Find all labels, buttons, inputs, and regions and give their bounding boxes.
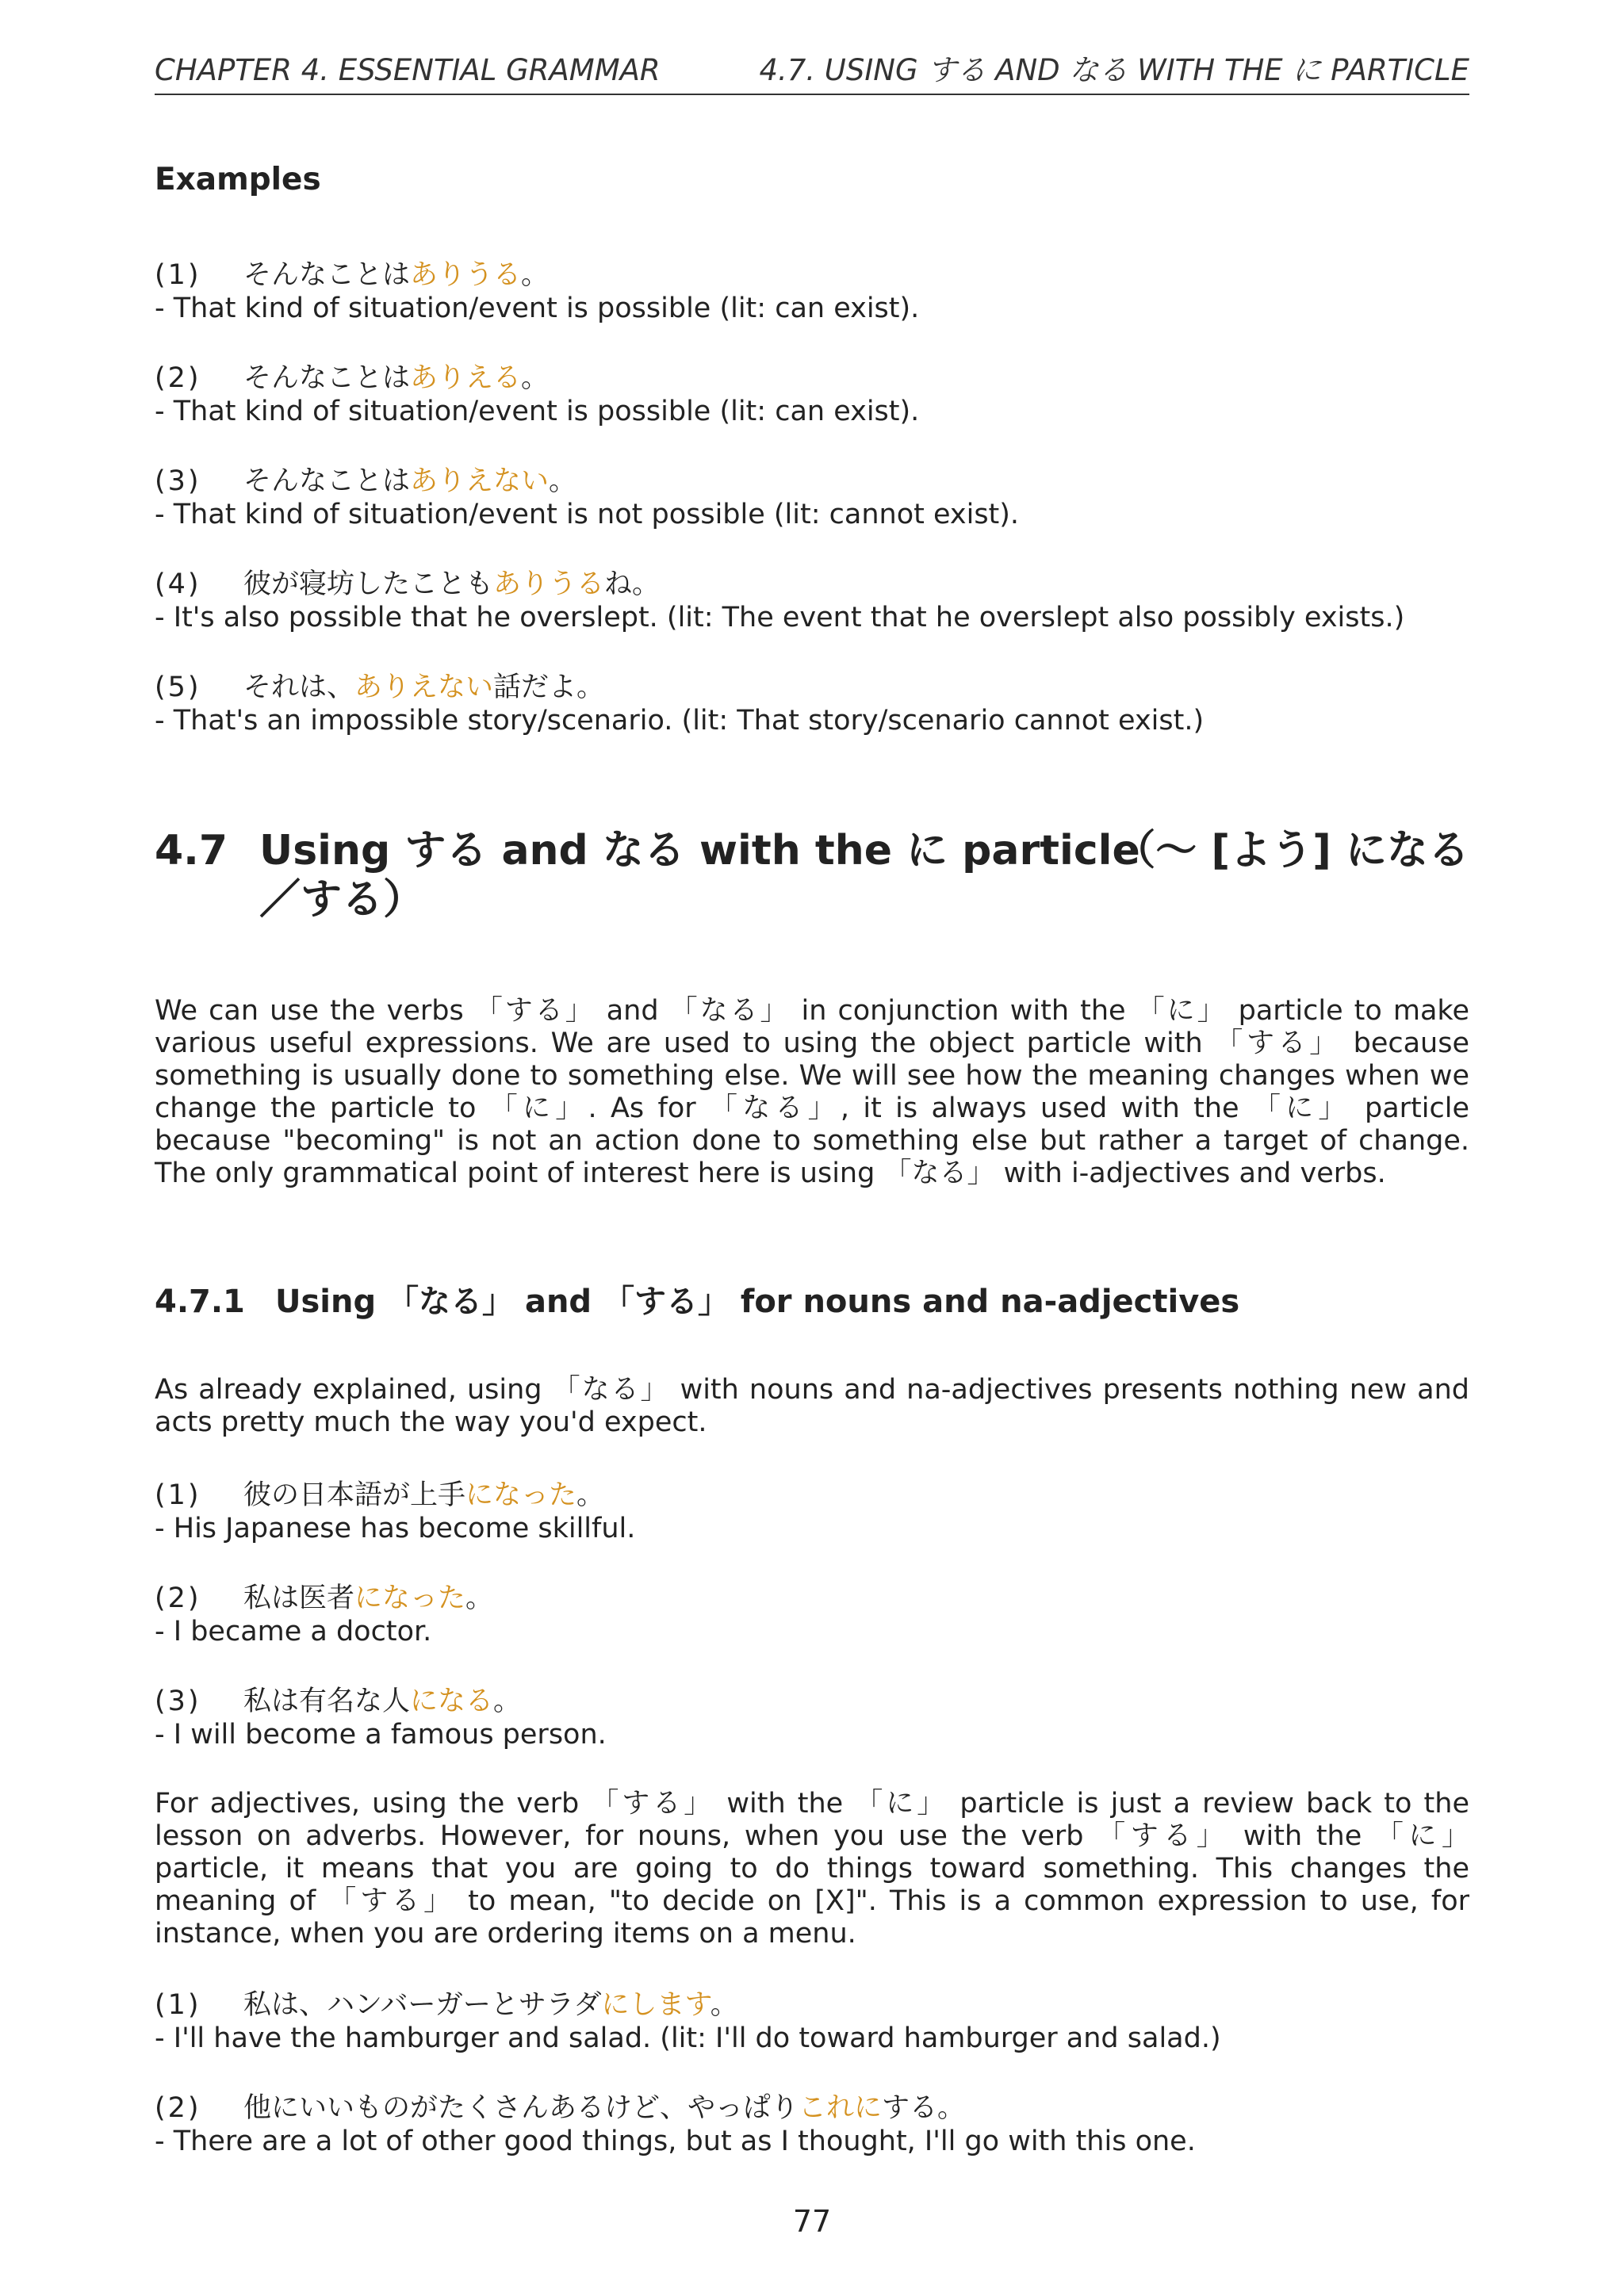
section-number: 4.7 bbox=[155, 827, 228, 874]
example-translation: - I'll have the hamburger and salad. (lit: I'll do toward hamburger and salad.) bbox=[155, 2022, 1221, 2054]
example-translation: - That's an impossible story/scenario. (lit: That story/scenario cannot exist.) bbox=[155, 705, 1205, 737]
example-highlight: ありえない bbox=[410, 465, 550, 497]
example-number: (4) bbox=[155, 568, 201, 600]
example-a-3 bbox=[155, 465, 1019, 531]
example-japanese bbox=[155, 362, 919, 395]
example-b-3 bbox=[155, 1685, 607, 1751]
example-text-end: 。 bbox=[465, 1582, 494, 1614]
example-highlight: にします bbox=[601, 1989, 710, 2021]
example-japanese bbox=[155, 1685, 607, 1718]
example-translation: - That kind of situation/event is possible (lit: can exist). bbox=[155, 396, 920, 427]
header-chapter: CHAPTER 4. ESSENTIAL GRAMMAR bbox=[155, 53, 661, 87]
example-text-end: 。 bbox=[710, 1989, 738, 2021]
example-text: 私は、ハンバーガーとサラダ bbox=[243, 1989, 602, 2021]
example-text: そんなことは bbox=[243, 362, 411, 394]
example-text-end: 。 bbox=[549, 465, 577, 497]
example-b-1 bbox=[155, 1479, 635, 1545]
example-a-4 bbox=[155, 568, 1404, 634]
example-text-end: する。 bbox=[882, 2092, 966, 2124]
example-a-1 bbox=[155, 258, 919, 325]
example-japanese bbox=[155, 1479, 635, 1512]
example-japanese bbox=[155, 568, 1404, 601]
example-number: (3) bbox=[155, 1686, 201, 1717]
example-translation: - I will become a famous person. bbox=[155, 1719, 607, 1751]
example-japanese bbox=[155, 258, 919, 292]
example-japanese bbox=[155, 1582, 493, 1615]
subsection-title-text: Using 「なる」 and 「する」 for nouns and na-adjectives bbox=[275, 1284, 1240, 1320]
example-text: そんなことは bbox=[243, 259, 411, 291]
example-number: (2) bbox=[155, 362, 201, 394]
example-text: 私は医者 bbox=[243, 1582, 355, 1614]
example-highlight: ありうる bbox=[493, 568, 605, 600]
example-text-end: ね。 bbox=[604, 568, 661, 600]
example-translation: - There are a lot of other good things, but as I thought, I'll go with this one. bbox=[155, 2126, 1196, 2157]
example-number: (3) bbox=[155, 465, 201, 497]
example-number: (2) bbox=[155, 1582, 201, 1614]
example-text-end: 。 bbox=[576, 1479, 605, 1511]
example-text: 私は有名な人 bbox=[243, 1686, 411, 1717]
subsection-paragraph: As already explained, using 「なる」 with nouns and na-adjectives presents nothing new and acts pretty much the way you'd expect. bbox=[155, 1374, 1469, 1438]
example-c-2 bbox=[155, 2091, 1196, 2158]
example-japanese bbox=[155, 671, 1204, 704]
examples-heading: Examples bbox=[155, 162, 321, 197]
example-highlight: ありえる bbox=[410, 362, 522, 394]
example-translation: - It's also possible that he overslept. (lit: The event that he overslept also possibly exists.) bbox=[155, 602, 1405, 633]
adjectives-paragraph: For adjectives, using the verb 「する」 with the 「に」 particle is just a review back to the lesson on adverbs. However, for nouns, when you use the verb 「する」 with the 「に」 particle, it means that you are going to do things toward something. This changes the meaning of 「する」 to mean, "to decide on [X]". This is a common expression to use, for instance, when you are ordering items on a menu. bbox=[155, 1788, 1469, 1950]
intro-paragraph: We can use the verbs 「する」 and 「なる」 in conjunction with the 「に」 particle to make various useful expressions. We are used to using the object particle with 「する」 because something is usually done to something else. We will see how the meaning changes when we change the particle to 「に」. As for 「なる」, it is always used with the 「に」 particle because "becoming" is not an action done to something else but rather a target of change. The only grammatical point of interest here is using 「なる」 with i-adjectives and verbs. bbox=[155, 995, 1469, 1189]
section-title bbox=[155, 826, 1469, 924]
example-number: (5) bbox=[155, 672, 201, 703]
example-number: (1) bbox=[155, 1989, 201, 2021]
example-translation: - I became a doctor. bbox=[155, 1616, 432, 1647]
example-text: 彼の日本語が上手 bbox=[243, 1479, 466, 1511]
example-japanese bbox=[155, 1988, 1221, 2022]
subsection-title bbox=[155, 1276, 1239, 1322]
example-text: そんなことは bbox=[243, 465, 411, 497]
section-title-suffix: （～ [よう] になる bbox=[1114, 827, 1469, 874]
example-b-2 bbox=[155, 1582, 493, 1648]
example-number: (1) bbox=[155, 1479, 201, 1511]
example-highlight: ありうる bbox=[410, 259, 522, 291]
example-highlight: ありえない bbox=[354, 672, 494, 703]
example-translation: - His Japanese has become skillful. bbox=[155, 1513, 636, 1544]
example-text-end: 。 bbox=[521, 259, 550, 291]
example-japanese bbox=[155, 2091, 1196, 2125]
example-text: 他にいいものがたくさんあるけど、やっぱり bbox=[243, 2092, 799, 2124]
example-text-end: 話だよ。 bbox=[493, 672, 605, 703]
running-header bbox=[155, 51, 1469, 95]
page-number: 77 bbox=[792, 2204, 832, 2239]
example-number: (1) bbox=[155, 259, 201, 291]
example-text: 彼が寝坊したことも bbox=[243, 568, 494, 600]
section-title-text: Using する and なる with the に particle bbox=[259, 827, 1140, 874]
example-c-1 bbox=[155, 1988, 1221, 2055]
example-highlight: になった bbox=[354, 1582, 466, 1614]
header-section: 4.7. USING する AND なる WITH THE に PARTICLE bbox=[759, 53, 1469, 87]
example-translation: - That kind of situation/event is possible (lit: can exist). bbox=[155, 293, 920, 324]
example-text-end: 。 bbox=[521, 362, 550, 394]
example-text: それは、 bbox=[243, 672, 355, 703]
example-highlight: になる bbox=[410, 1686, 494, 1717]
example-highlight: これに bbox=[799, 2092, 883, 2124]
example-a-5 bbox=[155, 671, 1204, 737]
example-translation: - That kind of situation/event is not possible (lit: cannot exist). bbox=[155, 499, 1020, 530]
example-number: (2) bbox=[155, 2092, 201, 2124]
example-highlight: になった bbox=[465, 1479, 577, 1511]
section-title-suffix-continued: ／する） bbox=[259, 876, 425, 924]
subsection-number: 4.7.1 bbox=[155, 1284, 245, 1320]
example-a-2 bbox=[155, 362, 919, 428]
example-text-end: 。 bbox=[493, 1686, 522, 1717]
example-japanese bbox=[155, 465, 1019, 498]
